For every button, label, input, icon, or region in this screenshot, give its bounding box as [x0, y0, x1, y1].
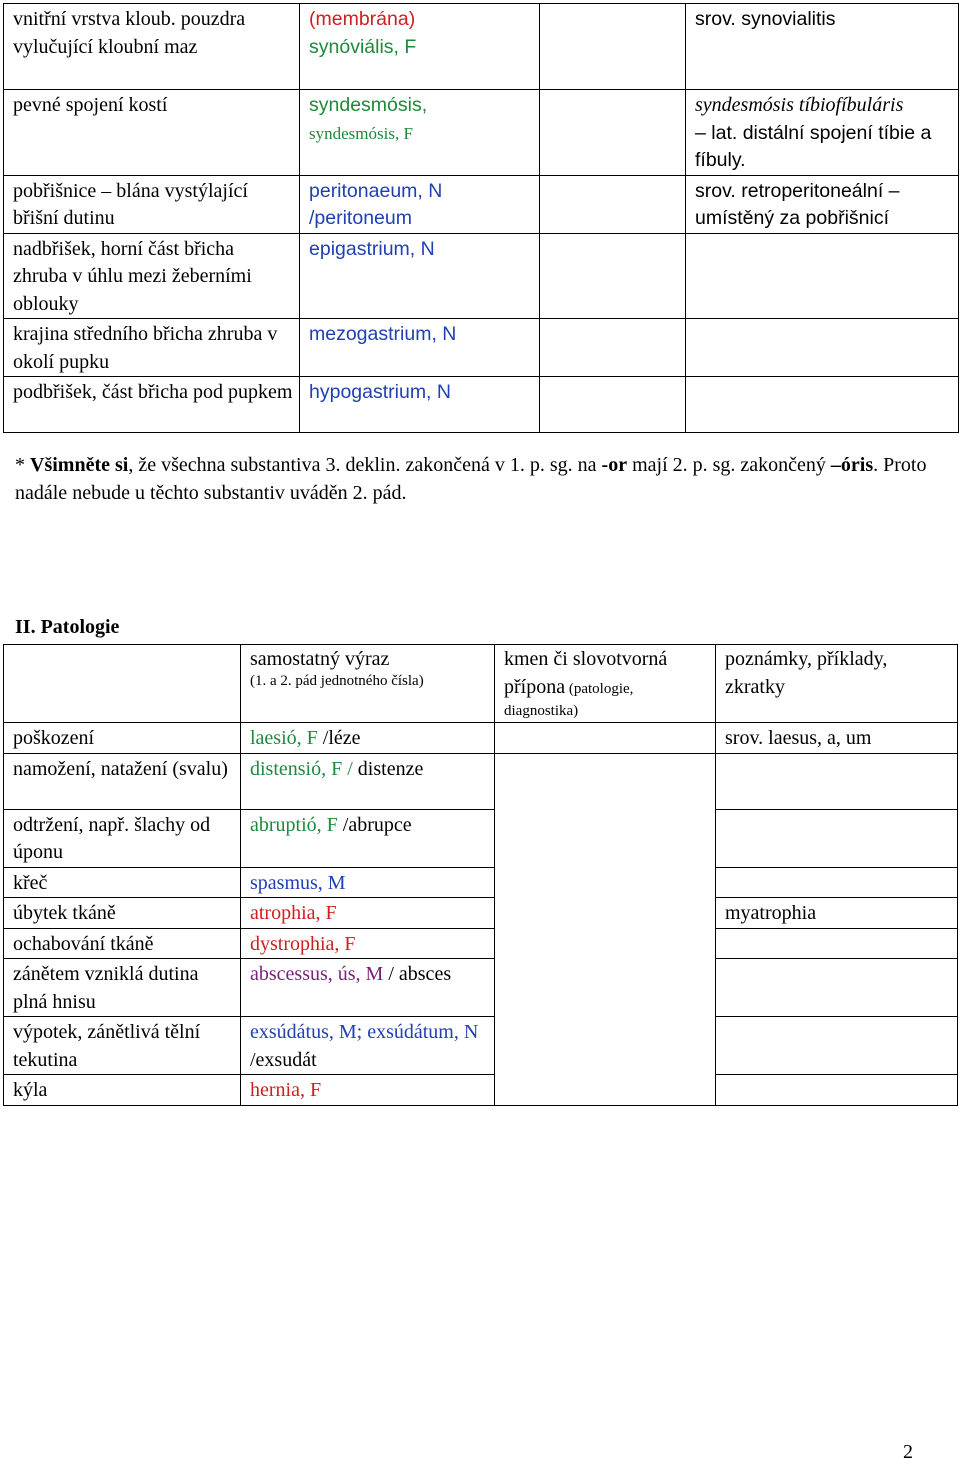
meaning-cell: výpotek, zánětlivá tělní tekutina	[4, 1017, 241, 1075]
stem-cell	[495, 809, 716, 867]
stem-cell	[495, 1075, 716, 1106]
stem-cell	[540, 4, 686, 90]
term-cell: exsúdátus, M; exsúdátum, N /exsudát	[241, 1017, 495, 1075]
notes-cell: srov. synovialitis	[686, 4, 959, 90]
table-header-row	[4, 645, 958, 723]
meaning-cell: kýla	[4, 1075, 241, 1106]
notes-italic-text: syndesmósis tíbiofíbuláris	[695, 94, 904, 116]
table-row	[4, 175, 959, 233]
notes-cell	[716, 1075, 958, 1106]
stem-cell	[495, 867, 716, 898]
meaning-cell: úbytek tkáně	[4, 898, 241, 929]
table-row	[4, 928, 958, 959]
meaning-cell: nadbřišek, horní část břicha zhruba v úhlu mezi žeberními oblouky	[4, 233, 300, 319]
table-row	[4, 723, 958, 754]
pathology-terms-table	[3, 644, 958, 1106]
notes-cell	[716, 1017, 958, 1075]
meaning-cell: namožení, natažení (svalu)	[4, 753, 241, 809]
stem-cell	[540, 319, 686, 377]
stem-cell	[495, 1017, 716, 1075]
term-cell: distensió, F / distenze	[241, 753, 495, 809]
table-row	[4, 4, 959, 90]
term-cell: hypogastrium, N	[300, 377, 540, 433]
stem-cell	[495, 723, 716, 754]
term-text: peritonaeum, N	[309, 179, 443, 202]
meaning-cell: poškození	[4, 723, 241, 754]
table-row	[4, 867, 958, 898]
notes-cell	[716, 959, 958, 1017]
notes-cell	[716, 753, 958, 809]
stem-cell	[540, 90, 686, 176]
term-cell: abruptió, F /abrupce	[241, 809, 495, 867]
stem-cell	[540, 175, 686, 233]
term-cell	[300, 4, 540, 90]
header-notes-cell: poznámky, příklady, zkratky	[716, 645, 958, 723]
term-cell: atrophia, F	[241, 898, 495, 929]
table-row	[4, 377, 959, 433]
meaning-cell: odtržení, např. šlachy od úponu	[4, 809, 241, 867]
term-text: /peritoneum	[309, 207, 412, 229]
term-cell	[300, 90, 540, 176]
notes-cell	[716, 809, 958, 867]
notes-cell	[716, 867, 958, 898]
header-term-label: samostatný výraz	[250, 648, 390, 670]
page-number: 2	[903, 1441, 913, 1463]
stem-cell	[495, 928, 716, 959]
table-row	[4, 90, 959, 176]
stem-cell	[540, 377, 686, 433]
notes-text: – lat. distální spojení tíbie a fíbuly.	[695, 121, 932, 171]
table-row	[4, 1017, 958, 1075]
grammar-note: * Všimněte si, že všechna substantiva 3. deklin. zakončená v 1. p. sg. na -or mají 2. p. sg. zakončený –óris. Proto nadále nebude u těchto substantiv uváděn 2. pád.	[15, 454, 927, 504]
stem-cell	[495, 753, 716, 809]
table-row	[4, 1075, 958, 1106]
term-text: syndesmósis, F	[309, 123, 413, 143]
stem-cell	[540, 233, 686, 319]
term-cell: mezogastrium, N	[300, 319, 540, 377]
table-row	[4, 809, 958, 867]
notes-cell: myatrophia	[716, 898, 958, 929]
term-text: synóviális, F	[309, 35, 417, 58]
notes-cell	[686, 319, 959, 377]
meaning-cell: pevné spojení kostí	[4, 90, 300, 176]
notes-cell	[686, 90, 959, 176]
table-row	[4, 959, 958, 1017]
section-title: II. Patologie	[15, 616, 120, 638]
term-cell: abscessus, ús, M / absces	[241, 959, 495, 1017]
meaning-cell: podbřišek, část břicha pod pupkem	[4, 377, 300, 433]
notes-cell	[716, 928, 958, 959]
header-stem-sublabel: diagnostika)	[504, 703, 579, 719]
notes-cell	[686, 233, 959, 319]
stem-cell	[495, 959, 716, 1017]
term-cell	[300, 175, 540, 233]
meaning-cell: zánětem vzniklá dutina plná hnisu	[4, 959, 241, 1017]
table-row	[4, 753, 958, 809]
notes-cell: srov. retroperitoneální – umístěný za pobřišnicí	[686, 175, 959, 233]
stem-cell	[495, 898, 716, 929]
table-row	[4, 898, 958, 929]
header-stem-cell: kmen či slovotvorná přípona (patologie, diagnostika)	[495, 645, 716, 723]
meaning-cell: krajina středního břicha zhruba v okolí pupku	[4, 319, 300, 377]
anatomy-terms-table	[3, 3, 959, 433]
term-cell: dystrophia, F	[241, 928, 495, 959]
term-text: syndesmósis,	[309, 94, 428, 116]
notes-cell	[686, 377, 959, 433]
header-term-cell	[241, 645, 495, 723]
term-cell: epigastrium, N	[300, 233, 540, 319]
term-cell: hernia, F	[241, 1075, 495, 1106]
notes-cell: srov. laesus, a, um	[716, 723, 958, 754]
meaning-cell: křeč	[4, 867, 241, 898]
table-row	[4, 319, 959, 377]
term-cell: spasmus, M	[241, 867, 495, 898]
header-term-sublabel: (1. a 2. pád jednotného čísla)	[250, 672, 424, 689]
meaning-cell: ochabování tkáně	[4, 928, 241, 959]
term-cell: laesió, F /léze	[241, 723, 495, 754]
table-row	[4, 233, 959, 319]
meaning-cell: vnitřní vrstva kloub. pouzdra vylučující kloubní maz	[4, 4, 300, 90]
meaning-cell: pobřišnice – blána vystýlající břišní dutinu	[4, 175, 300, 233]
term-text: (membrána)	[309, 8, 416, 30]
header-meaning-cell	[4, 645, 241, 723]
